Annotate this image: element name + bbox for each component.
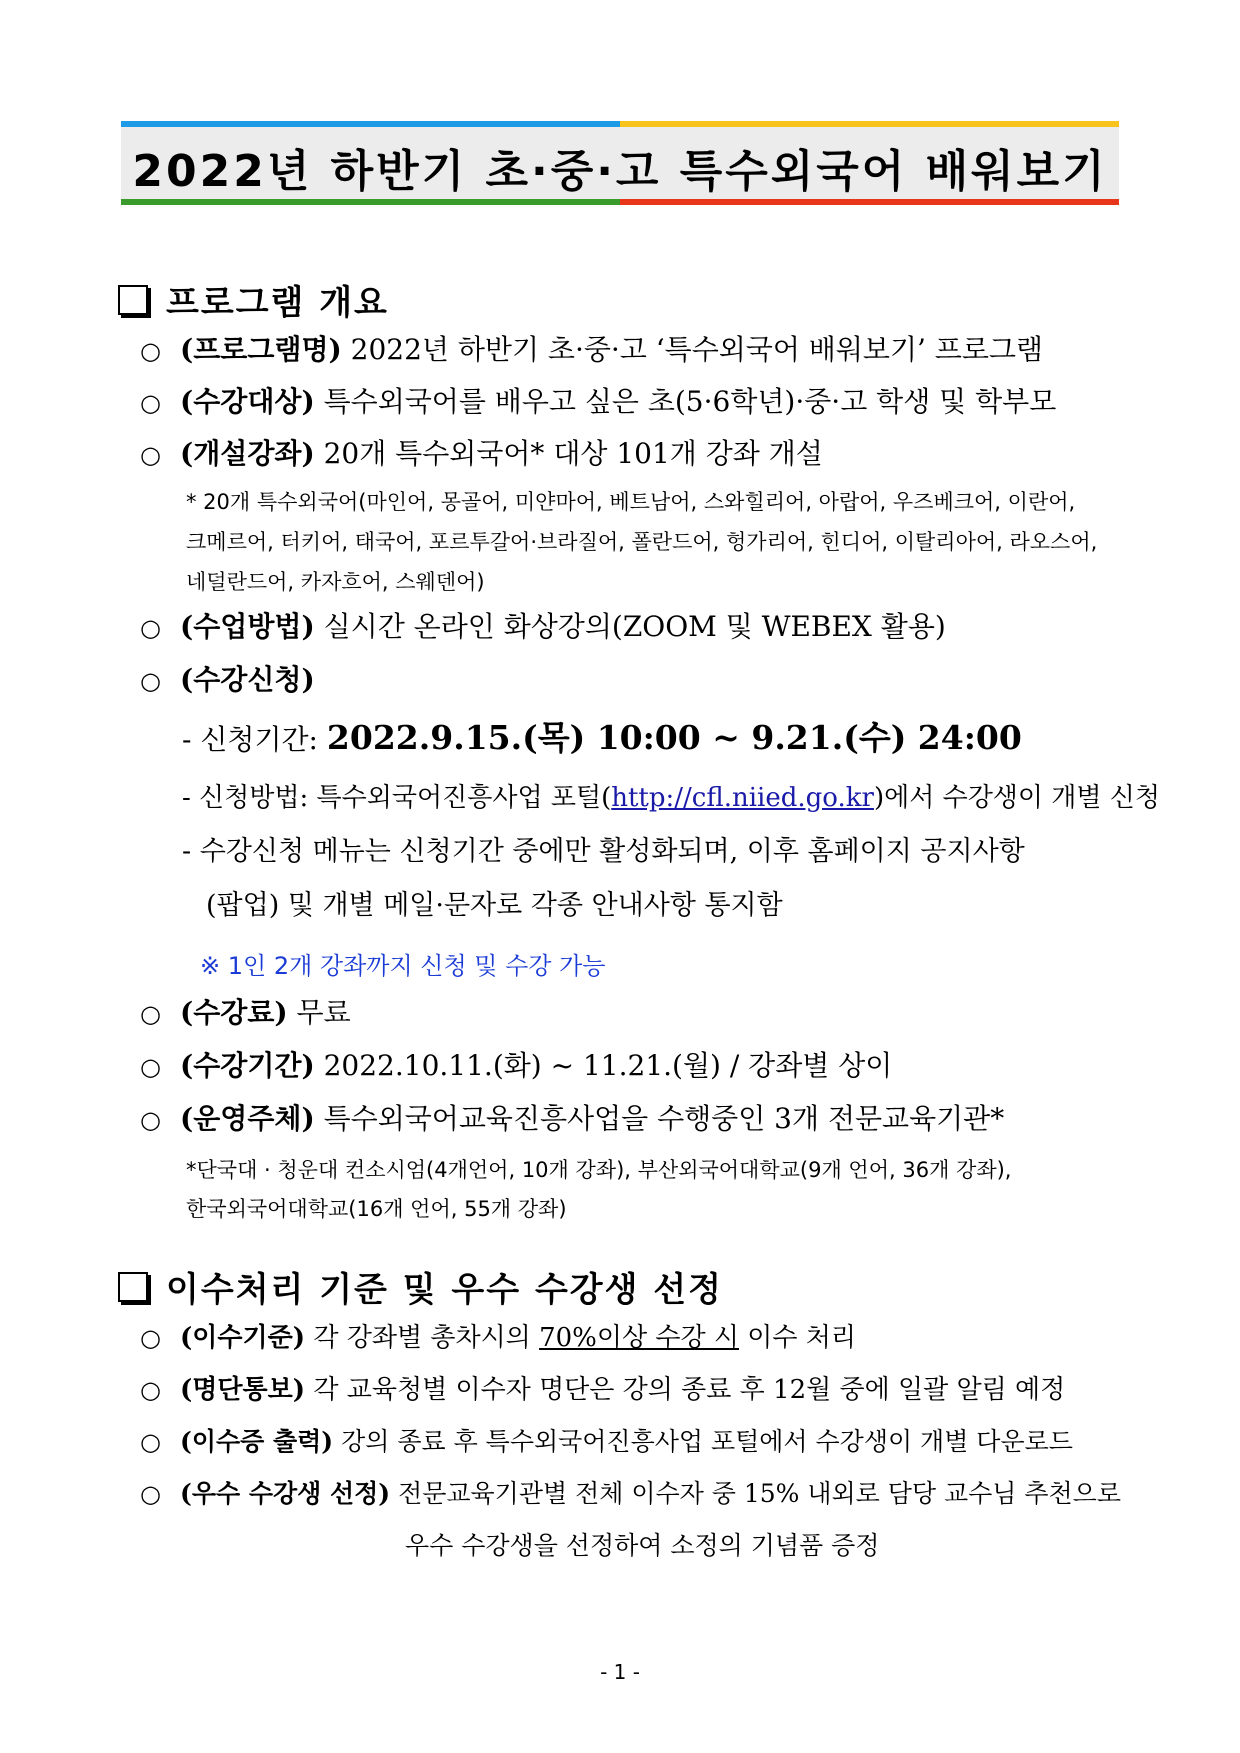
- item-key: (운영주체): [180, 1102, 315, 1135]
- item-fee: [140, 993, 1130, 1034]
- item-key: (프로그램명): [180, 333, 342, 366]
- item-key: (이수증 출력): [180, 1427, 334, 1456]
- item-target: [140, 382, 1130, 423]
- bullet-circle-icon: ○: [140, 1053, 161, 1081]
- title-banner: [121, 121, 1119, 205]
- item-text: 특수외국어를 배우고 싶은 초(5·6학년)·중·고 학생 및 학부모: [323, 385, 1057, 418]
- operator-note-line-1: *단국대 · 청운대 컨소시엄(4개언어, 10개 강좌), 부산외국어대학교(9개 언어, 36개 강좌),: [186, 1158, 1012, 1182]
- apply-period-value: 2022.9.15.(목) 10:00 ~ 9.21.(수) 24:00: [326, 718, 1022, 757]
- bullet-circle-icon: ○: [140, 389, 161, 417]
- languages-note-line-1: * 20개 특수외국어(마인어, 몽골어, 미얀마어, 베트남어, 스와힐리어, 아랍어, 우즈베크어, 이란어,: [186, 490, 1076, 514]
- checkbox-square-icon: [118, 1272, 148, 1302]
- item-criteria: [140, 1318, 1130, 1358]
- item-key: (우수 수강생 선정): [180, 1479, 391, 1508]
- item-key: (수강기간): [180, 1049, 315, 1082]
- apply-menu-line-2: (팝업) 및 개별 메일·문자로 각종 안내사항 통지함: [206, 890, 783, 921]
- title-bar-top-left: [121, 121, 620, 127]
- item-text-post: 이수 처리: [747, 1323, 856, 1353]
- operator-note-line-2: 한국외국어대학교(16개 언어, 55개 강좌): [186, 1197, 567, 1221]
- item-text: 각 교육청별 이수자 명단은 강의 종료 후 12월 중에 일괄 알림 예정: [313, 1375, 1066, 1405]
- bullet-circle-icon: ○: [140, 337, 161, 365]
- item-text: 강의 종료 후 특수외국어진흥사업 포털에서 수강생이 개별 다운로드: [341, 1427, 1073, 1456]
- item-key: (수강대상): [180, 385, 315, 418]
- item-underline-text: 70%이상 수강 시: [539, 1323, 739, 1353]
- title-bar-top-right: [620, 121, 1119, 127]
- item-key: (수업방법): [180, 610, 315, 643]
- section-heading-completion: [118, 1262, 723, 1311]
- item-text: 전문교육기관별 전체 이수자 중 15% 내외로 담당 교수님 추천으로: [398, 1479, 1121, 1508]
- languages-note-line-2: 크메르어, 터키어, 태국어, 포르투갈어·브라질어, 폴란드어, 헝가리어, 힌디어, 이탈리아어, 라오스어,: [186, 530, 1098, 554]
- item-courses: [140, 434, 1130, 475]
- item-excellent-line-2: 우수 수강생을 선정하여 소정의 기념품 증정: [405, 1531, 880, 1560]
- title-bar-bottom-right: [620, 199, 1119, 205]
- item-text: 실시간 온라인 화상강의(ZOOM 및 WEBEX 활용): [323, 610, 946, 643]
- bullet-circle-icon: ○: [140, 1324, 161, 1352]
- item-apply: [140, 660, 1130, 701]
- checkbox-square-icon: [118, 285, 148, 315]
- item-program-name: [140, 330, 1130, 371]
- languages-note-line-3: 네덜란드어, 카자흐어, 스웨덴어): [186, 570, 485, 594]
- item-key: (이수기준): [180, 1323, 306, 1353]
- item-notice: [140, 1370, 1130, 1410]
- item-certificate: [140, 1422, 1130, 1462]
- item-key: (수강료): [180, 996, 288, 1029]
- item-key: (수강신청): [180, 663, 315, 696]
- bullet-circle-icon: ○: [140, 667, 161, 695]
- item-method: [140, 607, 1130, 648]
- apply-method: [182, 778, 1160, 818]
- apply-method-post: )에서 수강생이 개별 신청: [873, 783, 1161, 813]
- item-key: (명단통보): [180, 1375, 306, 1405]
- bullet-circle-icon: ○: [140, 441, 161, 469]
- item-text: 2022.10.11.(화) ~ 11.21.(월) / 강좌별 상이: [323, 1049, 893, 1082]
- bullet-circle-icon: ○: [140, 1480, 161, 1508]
- section-heading-text: 프로그램 개요: [166, 283, 389, 323]
- page-number: - 1 -: [600, 1660, 640, 1684]
- bullet-circle-icon: ○: [140, 1000, 161, 1028]
- item-text: 각 강좌별 총차시의: [313, 1323, 531, 1353]
- bullet-circle-icon: ○: [140, 1376, 161, 1404]
- item-duration: [140, 1046, 1130, 1087]
- item-text: 20개 특수외국어* 대상 101개 강좌 개설: [323, 437, 823, 470]
- apply-menu-line-1: - 수강신청 메뉴는 신청기간 중에만 활성화되며, 이후 홈페이지 공지사항: [182, 836, 1025, 867]
- apply-period-label: - 신청기간:: [182, 723, 318, 756]
- apply-method-label: - 신청방법:: [182, 783, 309, 813]
- item-text: 무료: [296, 996, 351, 1029]
- title-bar-bottom-left: [121, 199, 620, 205]
- portal-link[interactable]: http://cfl.niied.go.kr: [611, 783, 874, 813]
- page-title: 2022년 하반기 초·중·고 특수외국어 배워보기: [132, 146, 1108, 197]
- section-heading-text: 이수처리 기준 및 우수 수강생 선정: [166, 1270, 723, 1310]
- item-text: 2022년 하반기 초·중·고 ‘특수외국어 배워보기’ 프로그램: [350, 333, 1043, 366]
- bullet-circle-icon: ○: [140, 1106, 161, 1134]
- bullet-circle-icon: ○: [140, 614, 161, 642]
- apply-limit-note: ※ 1인 2개 강좌까지 신청 및 수강 가능: [200, 952, 606, 980]
- section-heading-overview: [118, 275, 389, 324]
- apply-period: [182, 718, 1022, 760]
- item-text: 특수외국어교육진흥사업을 수행중인 3개 전문교육기관*: [323, 1102, 1005, 1135]
- bullet-circle-icon: ○: [140, 1428, 161, 1456]
- item-excellent: [140, 1474, 1130, 1514]
- item-operator: [140, 1099, 1130, 1140]
- apply-method-pre: 특수외국어진흥사업 포털(: [316, 783, 612, 813]
- item-key: (개설강좌): [180, 437, 315, 470]
